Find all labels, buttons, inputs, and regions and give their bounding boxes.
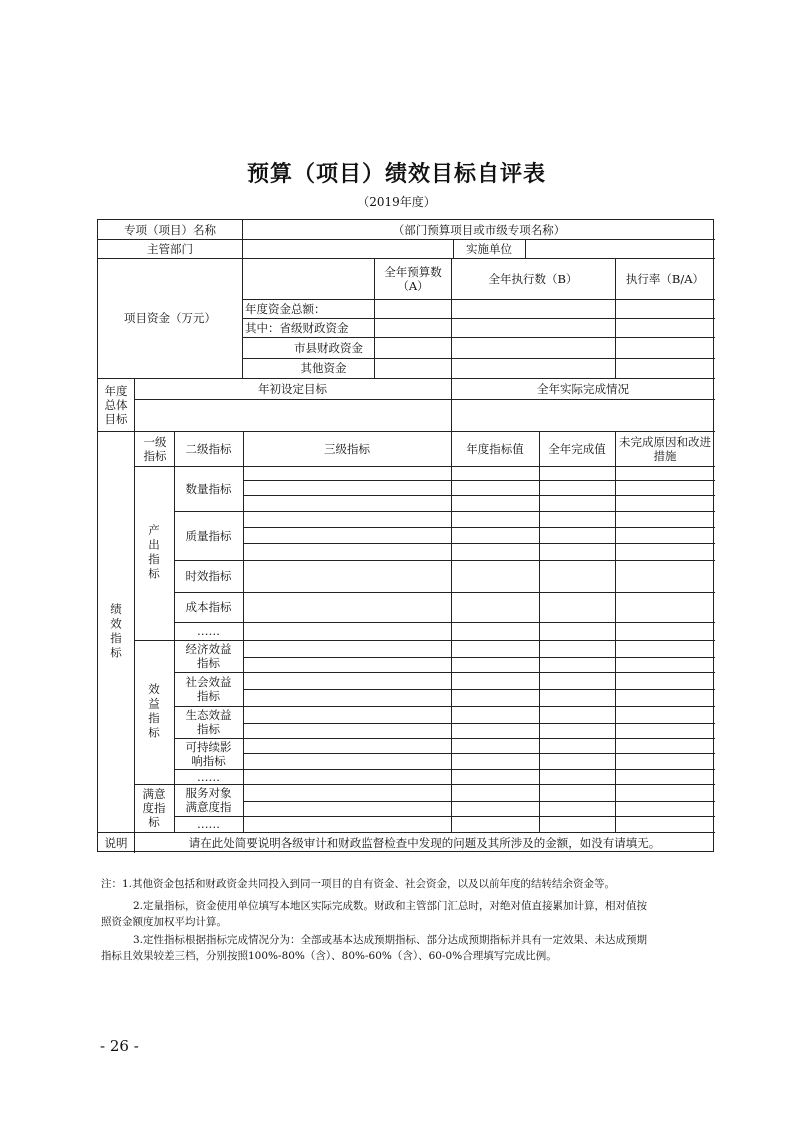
rule xyxy=(174,816,715,817)
footnote-3-cont: 指标且效果较差三档，分别按照100%-80%（含）、80%-60%（含）、60-0%合理填写完成比例。 xyxy=(101,950,557,962)
cost-indicator: 成本指标 xyxy=(185,600,232,614)
evaluation-form xyxy=(97,219,714,852)
rule xyxy=(243,753,715,754)
satis-indicator: 服务对象满意度指 xyxy=(185,786,232,814)
quality-indicator: 质量指标 xyxy=(185,528,232,543)
h-level3: 三级指标 xyxy=(324,441,370,456)
rule xyxy=(243,689,715,690)
rule xyxy=(134,399,715,400)
footnote-2-cont: 照资金额度加权平均计算。 xyxy=(101,916,227,928)
quantity-indicator: 数量指标 xyxy=(185,481,232,496)
dept-label: 主管部门 xyxy=(147,241,193,256)
rule xyxy=(174,622,715,623)
rule xyxy=(243,723,715,724)
h-done: 全年完成值 xyxy=(548,441,606,456)
funds-label: 项目资金（万元） xyxy=(124,311,216,325)
rule xyxy=(539,431,540,832)
footnote-1: 注：1.其他资金包括和财政资金共同投入到同一项目的自有资金、社会资金，以及以前年度的结转结余资金等。 xyxy=(101,878,616,890)
rule xyxy=(374,258,375,378)
h-level2: 二级指标 xyxy=(185,441,232,456)
rule xyxy=(243,543,715,544)
h-level1: 一级指标 xyxy=(143,435,167,463)
rule xyxy=(174,592,715,593)
rule xyxy=(242,239,243,378)
rule xyxy=(174,738,715,739)
overall-set: 年初设定目标 xyxy=(258,381,327,396)
col-rate: 执行率（B/A） xyxy=(625,271,705,286)
unit-label: 实施单位 xyxy=(466,241,512,256)
social-indicator: 社会效益指标 xyxy=(185,675,232,703)
col-budget: 全年预算数（A） xyxy=(384,265,442,293)
rule xyxy=(174,769,715,770)
rule xyxy=(615,431,616,832)
row-prov: 其中：省级财政资金 xyxy=(245,320,349,335)
footnote-3: 3.定性指标根据指标完成情况分为：全部或基本达成预期指标、部分达成预期指标并具有一定效果、未达成预期 xyxy=(133,934,648,946)
note-label: 说明 xyxy=(104,835,128,850)
year-subtitle: （2019年度） xyxy=(357,195,436,209)
eco-indicator: 生态效益指标 xyxy=(185,708,232,736)
timeliness-indicator: 时效指标 xyxy=(185,569,232,583)
rule xyxy=(243,495,715,496)
output-label: 产出指标 xyxy=(147,524,161,582)
rule xyxy=(243,801,715,802)
col-exec: 全年执行数（B） xyxy=(488,271,578,286)
rule xyxy=(174,560,715,561)
h-reason: 未完成原因和改进措施 xyxy=(619,435,711,463)
rule xyxy=(174,672,715,673)
rule xyxy=(243,480,715,481)
h-target: 年度指标值 xyxy=(466,441,524,456)
econ-indicator: 经济效益指标 xyxy=(185,642,232,670)
overall-actual: 全年实际完成情况 xyxy=(537,381,629,396)
row-total: 年度资金总额： xyxy=(245,301,326,316)
footnotes xyxy=(101,876,721,964)
page-title: 预算（项目）绩效目标自评表 xyxy=(246,161,546,187)
rule xyxy=(174,706,715,707)
row-city: 市县财政资金 xyxy=(294,340,363,355)
overall-label: 年度总体目标 xyxy=(104,383,128,426)
page-number: - 26 - xyxy=(100,1037,139,1055)
rule xyxy=(174,511,715,512)
rule xyxy=(243,657,715,658)
benefit-label: 效益指标 xyxy=(147,683,161,741)
project-name-label: 专项（项目）名称 xyxy=(124,222,216,237)
output-ellipsis: …… xyxy=(197,624,220,638)
footnote-2: 2.定量指标，资金使用单位填写本地区实际完成数。财政和主管部门汇总时，对绝对值直接累加计算，相对值按 xyxy=(133,900,648,912)
rule xyxy=(243,431,244,832)
row-other: 其他资金 xyxy=(300,361,347,375)
rule xyxy=(451,431,452,832)
satis-label: 满意度指标 xyxy=(142,787,166,829)
note-text: 请在此处简要说明各级审计和财政监督检查中发现的问题及其所涉及的金额，如没有请填无。 xyxy=(188,835,661,850)
sustain-indicator: 可持续影响指标 xyxy=(185,739,232,768)
perf-label: 绩效指标 xyxy=(109,602,123,661)
rule xyxy=(525,239,526,258)
benefit-ellipsis: …… xyxy=(197,769,220,784)
satis-ellipsis: …… xyxy=(197,817,220,831)
rule xyxy=(243,527,715,528)
project-name-value: （部门预算项目或市级专项名称） xyxy=(392,222,566,237)
